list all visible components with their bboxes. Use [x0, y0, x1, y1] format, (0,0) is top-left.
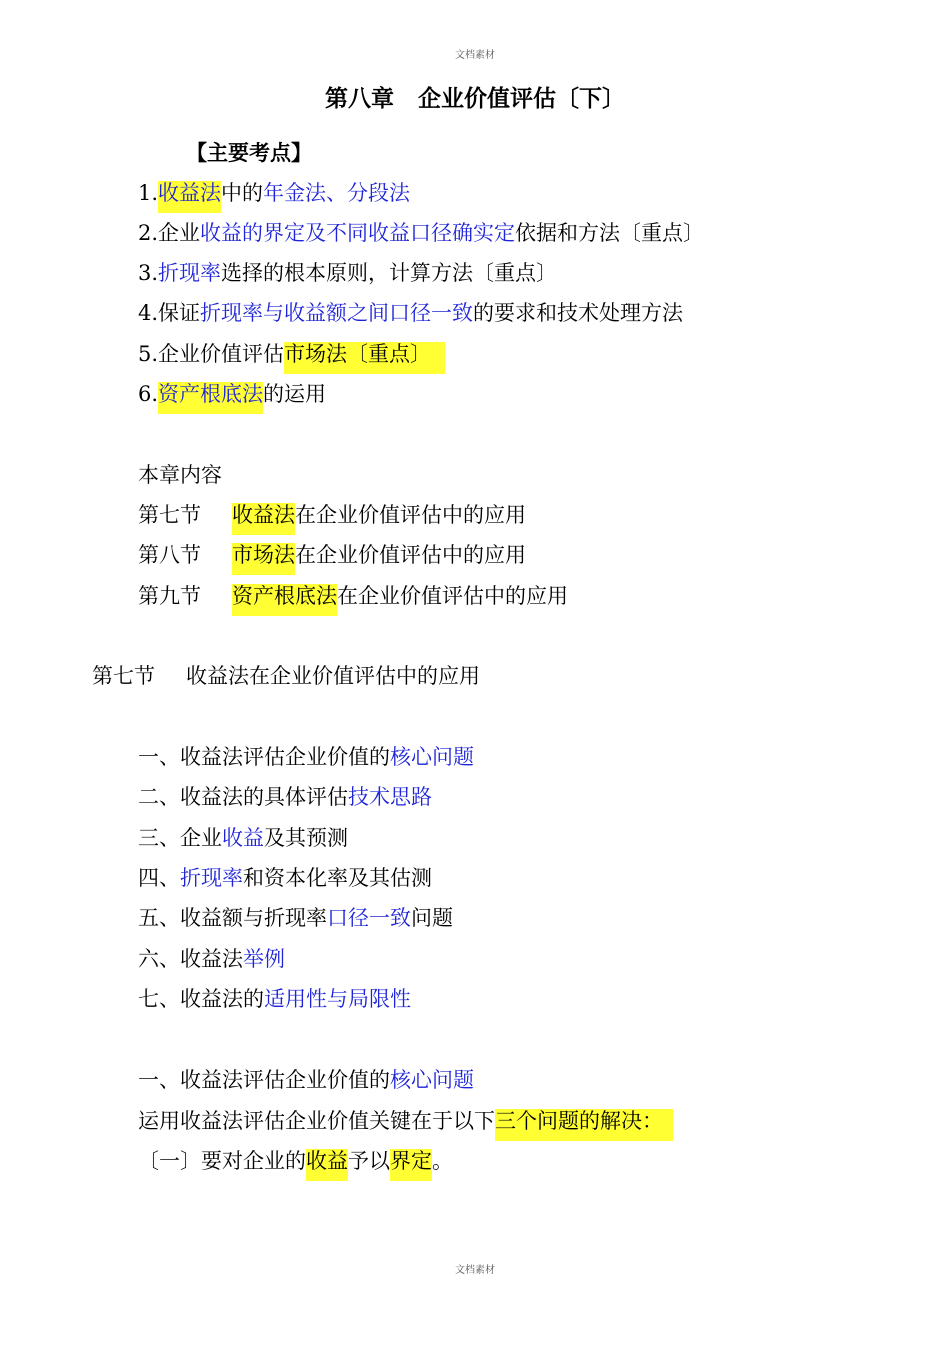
- text-run: 予以: [348, 1149, 390, 1173]
- text-run: 问题: [411, 906, 453, 930]
- highlight-term: 市场法: [232, 543, 295, 575]
- page-header: 文档素材: [455, 50, 495, 61]
- key-points-heading: 【主要考点】: [186, 140, 312, 165]
- highlight-term: 收益法: [232, 503, 295, 535]
- highlight-term: 三个问题的解决：: [495, 1109, 673, 1141]
- outline-item: [138, 984, 411, 1014]
- outline-item: [138, 944, 285, 974]
- chapter-title: [0, 80, 950, 113]
- key-point-num: 6.: [138, 382, 159, 406]
- section-label: 第七节: [92, 664, 155, 688]
- contents-heading: 本章内容: [138, 463, 222, 487]
- blue-term: 折现率与收益额之间口径一致: [200, 301, 474, 325]
- text-run: 运用收益法评估企业价值关键在于以下: [138, 1109, 495, 1133]
- part1-item-1: [138, 1146, 453, 1176]
- blue-term: 年金法、分段法: [263, 181, 411, 205]
- text-run: 企业: [158, 221, 201, 245]
- section-heading: [92, 661, 480, 691]
- text-run: 一、收益法评估企业价值的: [138, 1068, 390, 1092]
- text-run: 三、企业: [138, 826, 222, 850]
- text-run: 在企业价值评估中的应用: [295, 503, 526, 527]
- section-label: 第八节: [138, 543, 201, 567]
- key-point-3: [138, 258, 557, 288]
- section-title: 收益法在企业价值评估中的应用: [186, 664, 480, 688]
- text-run: 一、收益法评估企业价值的: [138, 745, 390, 769]
- text-run: 保证: [158, 301, 201, 325]
- part1-intro: [138, 1106, 673, 1136]
- key-point-num: 4.: [138, 301, 159, 325]
- chapter-name: 企业价值评估〔下〕: [418, 85, 625, 112]
- blue-term: 折现率: [158, 261, 222, 285]
- blue-term: 适用性与局限性: [264, 987, 411, 1011]
- text-run: 和资本化率及其估测: [243, 866, 432, 890]
- text-run: 在企业价值评估中的应用: [295, 543, 526, 567]
- text-run: 的要求和技术处理方法: [473, 301, 684, 325]
- key-point-6: [138, 379, 326, 409]
- highlight-term: 收益法: [158, 181, 221, 213]
- text-run: 依据和方法〔重点〕: [515, 221, 705, 245]
- highlight-term: 界定: [390, 1149, 432, 1181]
- blue-term: 收益的界定及不同收益口径确实定: [200, 221, 516, 245]
- outline-item: [138, 742, 474, 772]
- blue-term: 口径一致: [327, 906, 411, 930]
- text-run: 〔一〕要对企业的: [138, 1149, 306, 1173]
- contents-item-2: [138, 540, 526, 570]
- blue-term: 举例: [243, 947, 285, 971]
- text-run: 七、收益法的: [138, 987, 264, 1011]
- blue-term: 收益: [222, 826, 264, 850]
- section-label: 第九节: [138, 584, 201, 608]
- blue-term: 核心问题: [390, 1068, 474, 1092]
- text-run: 四、: [138, 866, 180, 890]
- text-run: 在企业价值评估中的应用: [337, 584, 568, 608]
- key-point-num: 5.: [138, 342, 159, 366]
- page-footer: 文档素材: [455, 1265, 495, 1276]
- outline-item: [138, 863, 432, 893]
- contents-item-1: [138, 500, 526, 530]
- key-point-1: [138, 178, 410, 208]
- key-point-num: 1.: [138, 181, 159, 205]
- text-run: 企业价值评估: [158, 342, 285, 366]
- key-point-num: 3.: [138, 261, 159, 285]
- key-point-5: [138, 339, 445, 369]
- outline-item: [138, 823, 348, 853]
- highlight-term: 资产根底法: [232, 584, 337, 616]
- text-run: 。: [432, 1149, 453, 1173]
- text-run: 选择的根本原则，计算方法〔重点〕: [221, 261, 558, 285]
- highlight-term: 收益: [306, 1149, 348, 1181]
- key-point-4: [138, 298, 683, 328]
- key-point-2: [138, 218, 704, 248]
- text-run: 六、收益法: [138, 947, 243, 971]
- highlight-term: 资产根底法: [158, 382, 263, 414]
- blue-term: 核心问题: [390, 745, 474, 769]
- section-label: 第七节: [138, 503, 201, 527]
- part1-heading: [138, 1065, 474, 1095]
- text-run: 的运用: [263, 382, 327, 406]
- highlight-term: 市场法〔重点〕: [284, 342, 445, 374]
- text-run: 及其预测: [264, 826, 348, 850]
- outline-item: [138, 903, 453, 933]
- text-run: 二、收益法的具体评估: [138, 785, 348, 809]
- chapter-number: 第八章: [325, 85, 394, 112]
- text-run: 五、收益额与折现率: [138, 906, 327, 930]
- text-run: 中的: [221, 181, 264, 205]
- key-point-num: 2.: [138, 221, 159, 245]
- outline-item: [138, 782, 432, 812]
- contents-item-3: [138, 581, 568, 611]
- blue-term: 技术思路: [348, 785, 432, 809]
- blue-term: 折现率: [180, 866, 243, 890]
